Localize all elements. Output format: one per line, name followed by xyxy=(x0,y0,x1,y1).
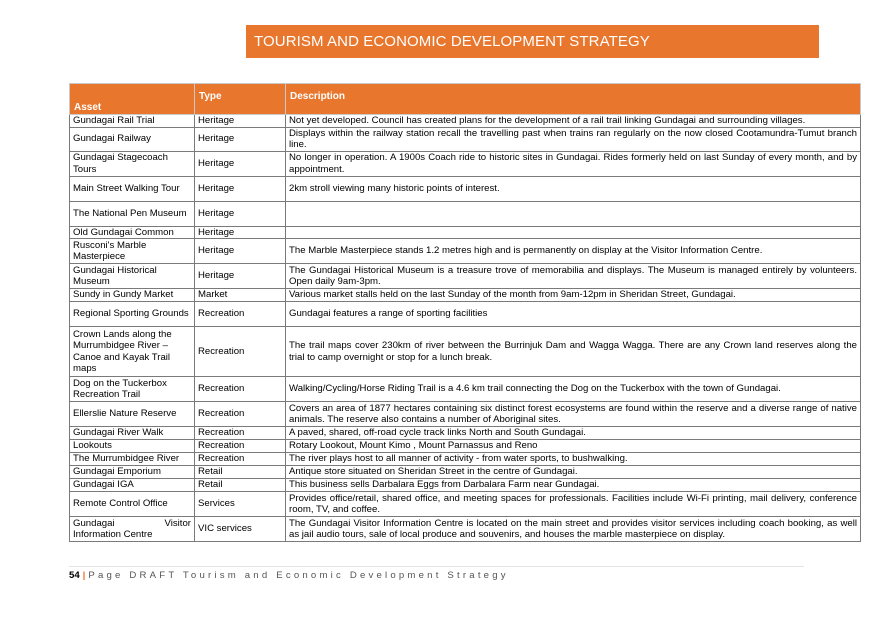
type-cell: Heritage xyxy=(195,127,286,151)
asset-cell: The Murrumbidgee River xyxy=(70,453,195,466)
table-row xyxy=(70,377,861,402)
table-row xyxy=(70,327,861,377)
description-cell: The Marble Masterpiece stands 1.2 metres high and is permanently on display at the Visitor Information Centre. xyxy=(286,239,861,264)
table-row xyxy=(70,289,861,302)
description-cell: 2km stroll viewing many historic points of interest. xyxy=(286,176,861,201)
table-row xyxy=(70,115,861,128)
type-cell: Heritage xyxy=(195,226,286,239)
asset-cell: Gundagai River Walk xyxy=(70,427,195,440)
footer-text: Page DRAFT Tourism and Economic Development Strategy xyxy=(88,570,509,581)
header-type: Type xyxy=(195,84,286,115)
table-row xyxy=(70,176,861,201)
asset-cell: Gundagai Railway xyxy=(70,127,195,151)
table-row xyxy=(70,226,861,239)
type-cell: Recreation xyxy=(195,453,286,466)
type-cell: Heritage xyxy=(195,115,286,128)
section-banner xyxy=(246,25,819,58)
description-cell: No longer in operation. A 1900s Coach ride to historic sites in Gundagai. Rides formerly held on last Sunday of every month, and by appointment. xyxy=(286,151,861,176)
type-cell: Recreation xyxy=(195,377,286,402)
asset-cell: Main Street Walking Tour xyxy=(70,176,195,201)
description-cell: Provides office/retail, shared office, and meeting spaces for professionals. Facilities include Wi-Fi printing, mail delivery, conference room, TV, and coffee. xyxy=(286,492,861,517)
asset-cell: Gundagai Rail Trial xyxy=(70,115,195,128)
type-cell: Heritage xyxy=(195,176,286,201)
description-cell: The river plays host to all manner of activity - from water sports, to bushwalking. xyxy=(286,453,861,466)
description-cell: The trail maps cover 230km of river between the Burrinjuk Dam and Wagga Wagga. There are any Crown land reserves along the trial to camp overnight or stop for a lunch break. xyxy=(286,327,861,377)
type-cell: Retail xyxy=(195,466,286,479)
type-cell: Recreation xyxy=(195,302,286,327)
asset-cell: Old Gundagai Common xyxy=(70,226,195,239)
table-row xyxy=(70,302,861,327)
description-cell: Covers an area of 1877 hectares containing six distinct forest ecosystems are found within the reserve and a diverse range of native animals. The reserve also contains a number of Aboriginal sites. xyxy=(286,402,861,427)
description-cell: Rotary Lookout, Mount Kimo , Mount Parnassus and Reno xyxy=(286,440,861,453)
type-cell: Services xyxy=(195,492,286,517)
description-cell xyxy=(286,201,861,226)
table-row xyxy=(70,466,861,479)
description-cell: Various market stalls held on the last Sunday of the month from 9am-12pm in Sheridan Street, Gundagai. xyxy=(286,289,861,302)
asset-cell: Dog on the Tuckerbox Recreation Trail xyxy=(70,377,195,402)
asset-cell: Gundagai Stagecoach Tours xyxy=(70,151,195,176)
table-row xyxy=(70,201,861,226)
table-header-row xyxy=(70,84,861,115)
table-row xyxy=(70,440,861,453)
footer-divider xyxy=(69,566,804,567)
asset-cell: Sundy in Gundy Market xyxy=(70,289,195,302)
asset-cell: Rusconi's Marble Masterpiece xyxy=(70,239,195,264)
description-cell: Walking/Cycling/Horse Riding Trail is a 4.6 km trail connecting the Dog on the Tuckerbox with the town of Gundagai. xyxy=(286,377,861,402)
asset-cell: The National Pen Museum xyxy=(70,201,195,226)
type-cell: Recreation xyxy=(195,440,286,453)
table-row xyxy=(70,427,861,440)
type-cell: Heritage xyxy=(195,239,286,264)
table-row xyxy=(70,479,861,492)
page-number: 54 xyxy=(69,570,80,581)
type-cell: Market xyxy=(195,289,286,302)
asset-cell: Crown Lands along the Murrumbidgee River – Canoe and Kayak Trail maps xyxy=(70,327,195,377)
table-row xyxy=(70,264,861,289)
footer-separator: | xyxy=(82,570,86,581)
type-cell: Recreation xyxy=(195,402,286,427)
description-cell: A paved, shared, off-road cycle track links North and South Gundagai. xyxy=(286,427,861,440)
asset-cell: Lookouts xyxy=(70,440,195,453)
asset-cell: Gundagai IGA xyxy=(70,479,195,492)
description-cell: The Gundagai Historical Museum is a treasure trove of memorabilia and displays. The Museum is managed entirely by volunteers. Open daily 9am-3pm. xyxy=(286,264,861,289)
description-cell: Not yet developed. Council has created plans for the development of a rail trail linking Gundagai and surrounding villages. xyxy=(286,115,861,128)
asset-cell: Gundagai Historical Museum xyxy=(70,264,195,289)
type-cell: Retail xyxy=(195,479,286,492)
type-cell: Heritage xyxy=(195,201,286,226)
table-row xyxy=(70,402,861,427)
page-footer xyxy=(69,570,509,581)
header-description: Description xyxy=(286,84,861,115)
table-row xyxy=(70,239,861,264)
table-row xyxy=(70,127,861,151)
asset-cell: Gundagai Emporium xyxy=(70,466,195,479)
type-cell: Recreation xyxy=(195,327,286,377)
asset-cell: Regional Sporting Grounds xyxy=(70,302,195,327)
description-cell: Gundagai features a range of sporting facilities xyxy=(286,302,861,327)
header-asset: Asset xyxy=(70,84,195,115)
type-cell: VIC services xyxy=(195,517,286,542)
table-row xyxy=(70,453,861,466)
description-cell xyxy=(286,226,861,239)
asset-cell: Ellerslie Nature Reserve xyxy=(70,402,195,427)
description-cell: This business sells Darbalara Eggs from Darbalara Farm near Gundagai. xyxy=(286,479,861,492)
type-cell: Recreation xyxy=(195,427,286,440)
description-cell: Antique store situated on Sheridan Street in the centre of Gundagai. xyxy=(286,466,861,479)
type-cell: Heritage xyxy=(195,264,286,289)
table-row xyxy=(70,517,861,542)
description-cell: The Gundagai Visitor Information Centre is located on the main street and provides visitor services including coach booking, as well as jail audio tours, sale of local produce and souvenirs, and houses the marble masterpiece on display. xyxy=(286,517,861,542)
banner-title: TOURISM AND ECONOMIC DEVELOPMENT STRATEGY xyxy=(254,33,650,50)
asset-cell: Remote Control Office xyxy=(70,492,195,517)
description-cell: Displays within the railway station recall the travelling past when trains ran regularly on the now closed Cootamundra-Tumut branch line. xyxy=(286,127,861,151)
tourism-assets-table xyxy=(69,83,861,542)
type-cell: Heritage xyxy=(195,151,286,176)
table-row xyxy=(70,492,861,517)
asset-cell: Gundagai Visitor Information Centre xyxy=(70,517,195,542)
table-row xyxy=(70,151,861,176)
